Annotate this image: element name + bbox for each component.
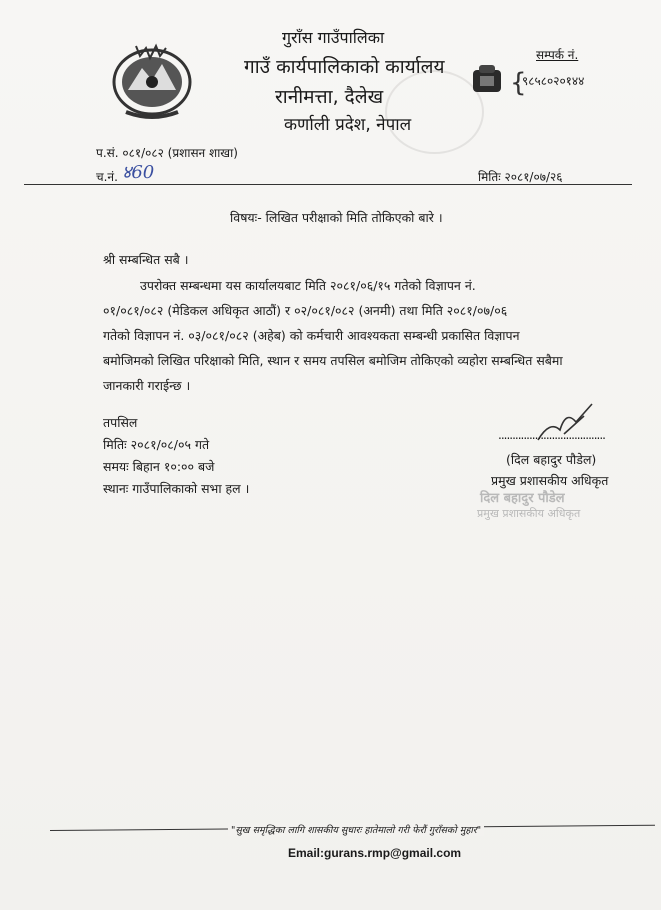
contact-label: सम्पर्क नं. — [536, 48, 579, 62]
letter-recipient: श्री सम्बन्धित सबै । — [103, 252, 189, 267]
signatory-name: (दिल बहादुर पौडेल) — [506, 452, 597, 467]
letter-reference-number: प.सं. ०८१/०८२ (प्रशासन शाखा) — [96, 146, 238, 160]
dispatch-number-handwritten: ४60 — [122, 162, 155, 183]
body-line-3: गतेको विज्ञापन नं. ०३/०८१/०८२ (अहेब) को कर्मचारी आवश्यकता सम्बन्धी प्रकासित विज्ञापन — [103, 328, 520, 343]
footer-email: Email:gurans.rmp@gmail.com — [288, 846, 462, 860]
contact-number: ९८५८०२०१४४ — [522, 74, 585, 88]
brace-icon: { — [510, 68, 527, 98]
dispatch-number-label: च.नं. — [96, 170, 118, 184]
telephone-icon — [470, 62, 504, 96]
schedule-heading: तपसिल — [103, 415, 138, 430]
schedule-place: स्थानः गाउँपालिकाको सभा हल । — [103, 481, 250, 496]
letter-subject: विषयः- लिखित परीक्षाको मिति तोकिएको बारे । — [230, 210, 443, 225]
body-line-1: उपरोक्त सम्बन्धमा यस कार्यालयबाट मिति २०८१/०६/१५ गतेको विज्ञापन नं. — [140, 278, 476, 293]
body-line-2: ०१/०८१/०८२ (मेडिकल अधिकृत आठौं) र ०२/०८१/०८२ (अनमी) तथा मिति २०८१/०७/०६ — [103, 303, 508, 318]
schedule-date: मितिः २०८१/०८/०५ गते — [103, 437, 210, 452]
signatory-title: प्रमुख प्रशासकीय अधिकृत — [491, 473, 609, 488]
body-line-5: जानकारी गराईन्छ । — [103, 378, 191, 393]
municipality-name: गुराँस गाउँपालिका — [282, 28, 385, 47]
province-country: कर्णाली प्रदेश, नेपाल — [284, 115, 412, 135]
nepal-emblem-logo — [106, 38, 198, 120]
office-location: रानीमत्ता, दैलेख — [275, 86, 384, 108]
signatory-stamp-name: दिल बहादुर पौडेल — [480, 491, 565, 506]
office-name: गाउँ कार्यपालिकाको कार्यालय — [244, 56, 445, 78]
schedule-time: समयः बिहान १०:०० बजे — [103, 459, 215, 474]
body-line-4: बमोजिमको लिखित परिक्षाको मिति, स्थान र समय तपसिल बमोजिम तोकिएको व्यहोरा सम्बन्धित सबैमा — [103, 353, 563, 368]
header-divider — [24, 184, 632, 185]
signature-dots: ...................................... — [498, 428, 605, 442]
footer-slogan: "सुख समृद्धिका लागि शासकीय सुधारः हातेमालो गरी फेरौं गुराँसको मुहार" — [228, 823, 484, 836]
letter-date: मितिः २०८१/०७/२६ — [478, 170, 563, 184]
signatory-stamp-title: प्रमुख प्रशासकीय अधिकृत — [477, 507, 581, 520]
